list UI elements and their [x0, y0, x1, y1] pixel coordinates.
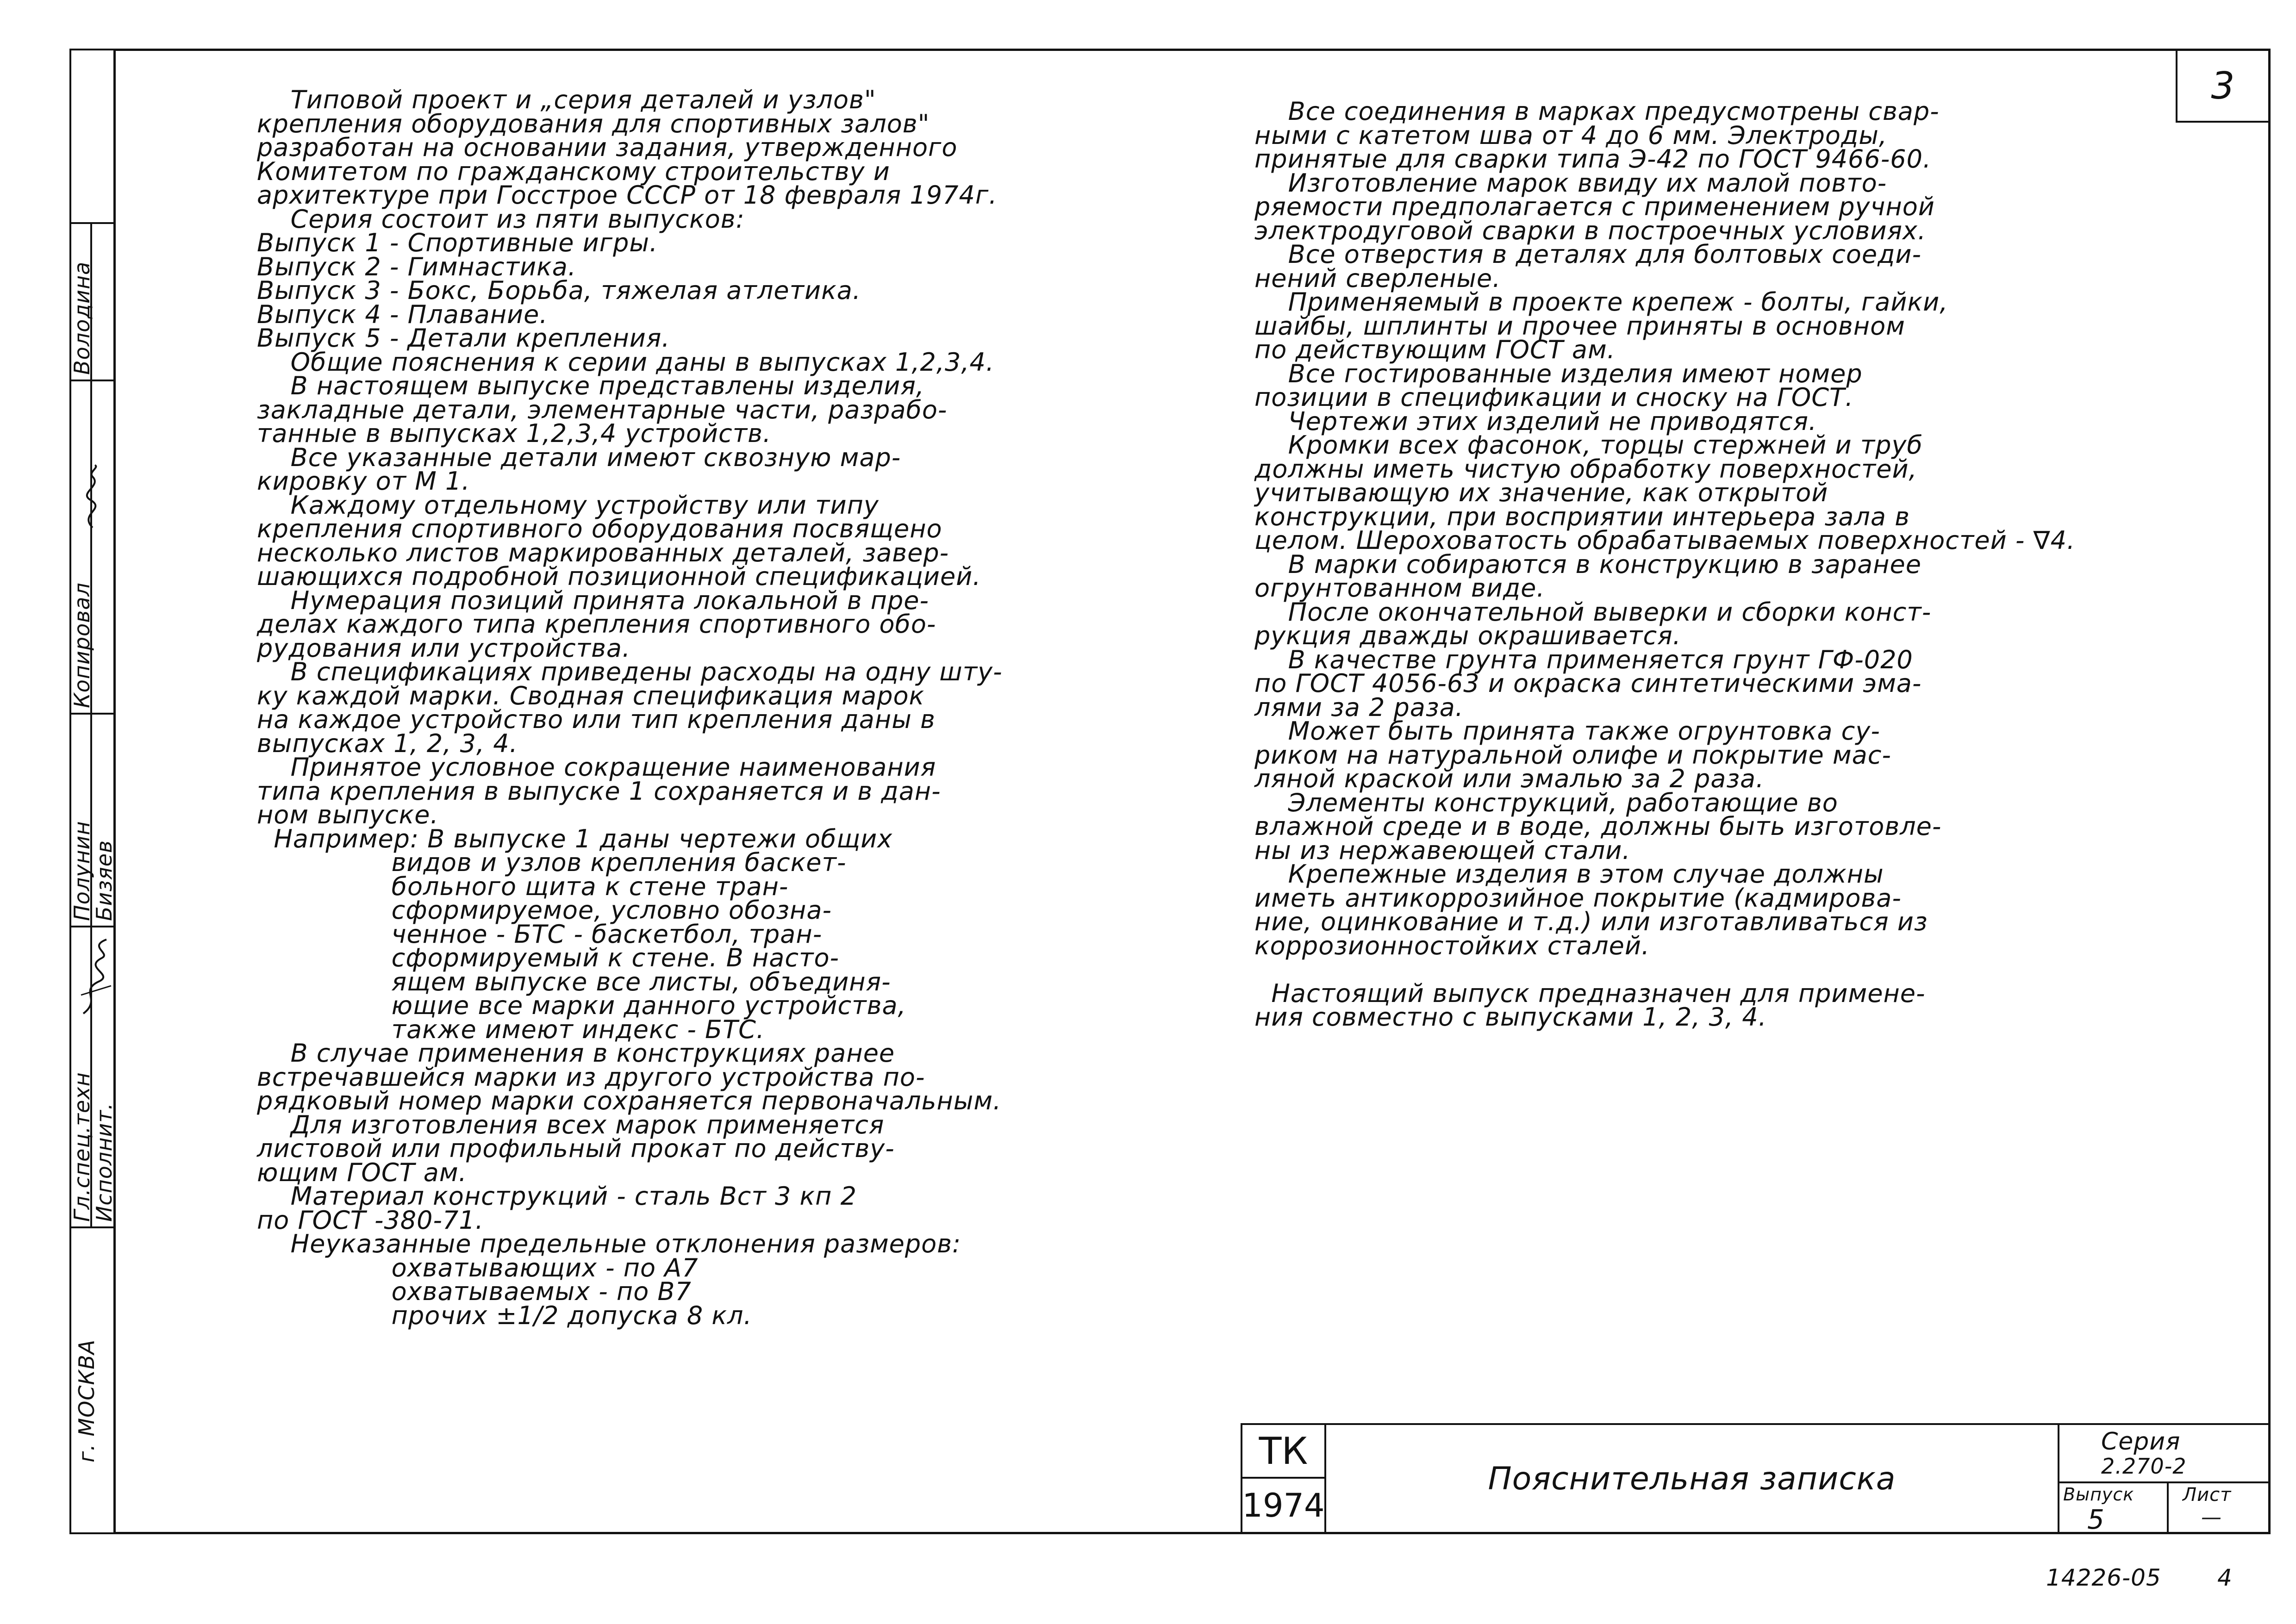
year-cell	[1241, 1477, 1326, 1534]
right-line: ны из нержавеющей стали.	[1254, 835, 1631, 865]
right-line: Элементы конструкций, работающие во	[1254, 788, 1838, 817]
left-line: ющие все марки данного устройства,	[257, 991, 906, 1020]
left-line: охватываемых - по В7	[257, 1277, 692, 1306]
right-line: ными с катетом шва от 4 до 6 мм. Электроды,	[1254, 120, 1888, 150]
right-line: ляной краской или эмалью за 2 раза.	[1254, 764, 1765, 793]
left-line: на каждое устройство или тип крепления даны в	[257, 705, 936, 734]
document-title-cell	[1326, 1423, 2058, 1534]
sidebar-role-executor: Исполнит.	[92, 1102, 117, 1222]
left-line: Выпуск 1 - Спортивные игры.	[257, 228, 658, 257]
signature-copied	[74, 463, 111, 532]
sidebar-rule-5	[69, 1226, 116, 1228]
right-line: целом. Шероховатость обрабатываемых поверхностей - ∇4.	[1254, 526, 2076, 555]
right-line: электродуговой сварки в построечных условиях.	[1254, 216, 1927, 245]
series-label: Серия	[2101, 1428, 2181, 1456]
sheet-label: Лист	[2183, 1484, 2232, 1506]
right-line: Все соединения в марках предусмотрены свар-	[1254, 97, 1940, 126]
left-line: Выпуск 2 - Гимнастика.	[257, 252, 577, 281]
left-line: сформируемый к стене. В насто-	[257, 943, 840, 972]
tk-cell	[1241, 1423, 1326, 1479]
left-line: В случае применения в конструкциях ранее	[257, 1039, 895, 1068]
document-title: Пояснительная записка	[1488, 1460, 1896, 1497]
series-cell	[2058, 1423, 2271, 1483]
right-line: коррозионностойких сталей.	[1254, 931, 1650, 960]
sidebar-rule-2	[69, 380, 116, 381]
right-line: В качестве грунта применяется грунт ГФ-020	[1254, 645, 1913, 674]
left-line: рудования или устройства.	[257, 633, 631, 663]
right-line: Может быть принята также огрунтовка су-	[1254, 716, 1880, 746]
left-line: Выпуск 5 - Детали крепления.	[257, 324, 670, 353]
left-line: Нумерация позиций принята локальной в пре-	[257, 585, 929, 615]
left-line: ченное - БТС - баскетбол, тран-	[257, 919, 823, 949]
left-line: Комитетом по гражданскому строительству и	[257, 156, 890, 186]
right-line: учитывающую их значение, как открытой	[1254, 478, 1828, 507]
page-mark: 4	[2217, 1564, 2233, 1591]
left-line: ном выпуске.	[257, 800, 439, 829]
left-text-column	[257, 85, 1003, 1330]
sidebar-rule-1	[69, 222, 116, 224]
left-line: Все указанные детали имеют сквозную мар-	[257, 442, 901, 472]
right-line: Изготовление марок ввиду их малой повто-	[1254, 168, 1887, 198]
left-line: также имеют индекс - БТС.	[257, 1014, 765, 1044]
sidebar-name-chief: Полунин	[69, 821, 94, 921]
left-line: кировку от М 1.	[257, 467, 470, 496]
left-line: Принятое условное сокращение наименования	[257, 753, 936, 782]
left-line: закладные детали, элементарные части, разрабо-	[257, 395, 948, 424]
right-line: Чертежи этих изделий не приводятся.	[1254, 406, 1817, 436]
issue-value: 5	[2087, 1504, 2105, 1535]
left-line: делах каждого типа крепления спортивного обо-	[257, 610, 936, 639]
right-line: позиции в спецификации и сноску на ГОСТ.	[1254, 383, 1854, 412]
left-line: В спецификациях приведены расходы на одну шту-	[257, 657, 1003, 686]
sheet-number-box	[2176, 49, 2271, 123]
left-line: Каждому отдельному устройству или типу	[257, 490, 879, 520]
right-line: В марки собираются в конструкцию в заранее	[1254, 549, 1922, 579]
left-line: Материал конструкций - сталь Вст 3 кп 2	[257, 1182, 857, 1211]
left-line: ющим ГОСТ ам.	[257, 1157, 467, 1187]
right-line: по действующим ГОСТ ам.	[1254, 335, 1616, 364]
left-line: Типовой проект и „серия деталей и узлов"	[257, 85, 876, 114]
tk-label: ТК	[1259, 1429, 1308, 1473]
right-line: ния совместно с выпусками 1, 2, 3, 4.	[1254, 1002, 1767, 1032]
year-label: 1974	[1242, 1487, 1325, 1524]
right-line: Кромки всех фасонок, торцы стержней и труб	[1254, 430, 1923, 460]
right-line: ние, оцинкование и т.д.) или изготавливаться из	[1254, 907, 1928, 936]
right-line	[1254, 958, 2075, 982]
sidebar-rule-4	[69, 926, 116, 927]
left-line: Неуказанные предельные отклонения размеров:	[257, 1229, 961, 1258]
sidebar-copied-name: Володина	[69, 261, 94, 375]
left-line: охватывающих - по А7	[257, 1253, 699, 1282]
right-line: конструкции, при восприятии интерьера зала в	[1254, 502, 1910, 531]
right-line: влажной среде и в воде, должны быть изготовле-	[1254, 812, 1942, 841]
left-line: В настоящем выпуске представлены изделия,	[257, 371, 925, 400]
right-text-column	[1254, 97, 2076, 1032]
issue-cell	[2058, 1481, 2169, 1534]
left-line: крепления оборудования для спортивных залов"	[257, 109, 930, 138]
left-line: видов и узлов крепления баскет-	[257, 848, 847, 877]
left-line: выпусках 1, 2, 3, 4.	[257, 728, 518, 758]
left-line: по ГОСТ -380-71.	[257, 1205, 484, 1235]
left-line: несколько листов маркированных деталей, завер-	[257, 538, 949, 567]
left-line: ку каждой марки. Сводная спецификация марок	[257, 681, 925, 710]
right-line: лями за 2 раза.	[1254, 692, 1464, 722]
right-line: ряемости предполагается с применением ручной	[1254, 192, 1935, 221]
left-line: рядковый номер марки сохраняется первоначальным.	[257, 1086, 1002, 1115]
right-line: должны иметь чистую обработку поверхностей,	[1254, 454, 1917, 484]
right-line: принятые для сварки типа Э-42 по ГОСТ 9466-60.	[1254, 144, 1932, 174]
left-line: типа крепления в выпуске 1 сохраняется и в дан-	[257, 776, 941, 806]
left-line: шающихся подробной позиционной спецификацией.	[257, 562, 981, 591]
left-line: Выпуск 4 - Плавание.	[257, 299, 548, 329]
right-line: огрунтованном виде.	[1254, 573, 1545, 603]
right-line: шайбы, шплинты и прочее приняты в основном	[1254, 311, 1905, 341]
sidebar-name-executor: Бизяев	[92, 840, 117, 921]
signature-chief	[74, 935, 116, 1018]
right-line: После окончательной выверки и сборки конст-	[1254, 597, 1932, 627]
sheet-cell	[2167, 1481, 2271, 1534]
right-line: Крепежные изделия в этом случае должны	[1254, 859, 1884, 889]
sheet-number: 3	[2211, 64, 2235, 107]
right-line: Настоящий выпуск предназначен для примене-	[1254, 978, 1926, 1008]
left-line: архитектуре при Госстрое СССР от 18 февраля 1974г.	[257, 180, 998, 210]
left-line: танные в выпусках 1,2,3,4 устройств.	[257, 419, 772, 448]
left-line: прочих ±1/2 допуска 8 кл.	[257, 1300, 752, 1330]
sidebar-rule-3	[69, 713, 116, 715]
left-line: встречавшейся марки из другого устройства по-	[257, 1062, 925, 1092]
left-line: Серия состоит из пяти выпусков:	[257, 204, 745, 234]
sidebar-city: г. МОСКВА	[74, 1339, 99, 1462]
sidebar-role-chief: Гл.спец.техн	[69, 1072, 94, 1222]
archive-number: 14226-05	[2046, 1564, 2161, 1591]
left-line: Для изготовления всех марок применяется	[257, 1110, 885, 1139]
left-line: ящем выпуске все листы, объединя-	[257, 967, 891, 996]
left-line: сформируемое, условно обозна-	[257, 896, 832, 925]
right-line: Все гостированные изделия имеют номер	[1254, 359, 1863, 388]
left-line: Общие пояснения к серии даны в выпусках 1,2,3,4.	[257, 347, 995, 377]
issue-label: Выпуск	[2063, 1484, 2134, 1505]
left-line: Например: В выпуске 1 даны чертежи общих	[257, 824, 893, 853]
left-line: Выпуск 3 - Бокс, Борьба, тяжелая атлетика.	[257, 276, 861, 305]
right-line: Все отверстия в деталях для болтовых соеди-	[1254, 240, 1922, 269]
left-line: крепления спортивного оборудования посвящено	[257, 514, 942, 543]
left-line: больного щита к стене тран-	[257, 871, 789, 901]
left-line: листовой или профильный прокат по действу-	[257, 1134, 895, 1163]
sidebar-copied-label: Копировал	[69, 582, 94, 708]
left-line: разработан на основании задания, утвержденного	[257, 133, 958, 162]
right-line: иметь антикоррозийное покрытие (кадмирова-	[1254, 883, 1902, 913]
right-line: риком на натуральной олифе и покрытие мас-	[1254, 740, 1891, 770]
sheet-value: —	[2201, 1506, 2222, 1529]
right-line: Применяемый в проекте крепеж - болты, гайки,	[1254, 287, 1948, 317]
series-value: 2.270-2	[2101, 1454, 2187, 1479]
right-line: рукция дважды окрашивается.	[1254, 621, 1681, 650]
right-line: по ГОСТ 4056-63 и окраска синтетическими эма-	[1254, 669, 1922, 698]
right-line: нений сверленые.	[1254, 263, 1501, 293]
